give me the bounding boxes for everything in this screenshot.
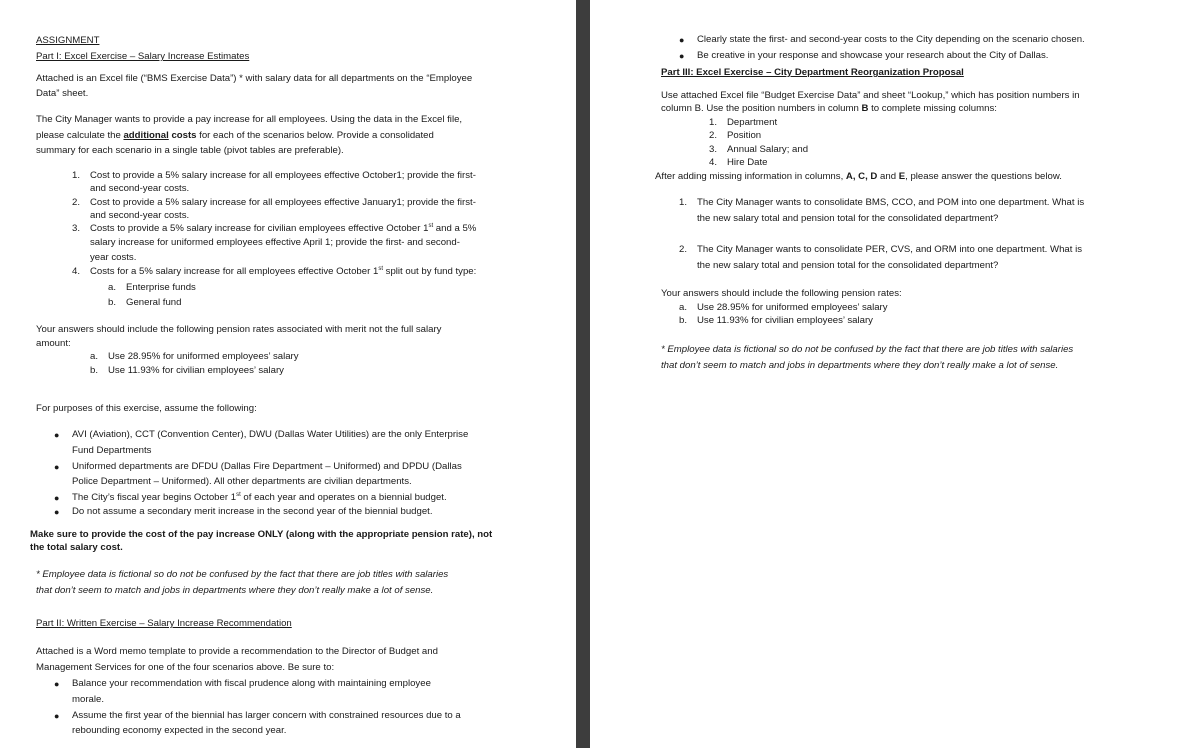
part1-intro-line2: Data” sheet.	[36, 88, 89, 99]
part1-para-line1: The City Manager wants to provide a pay increase for all employees. Using the data in the Excel file,	[36, 114, 463, 125]
bullet-icon: ●	[54, 430, 60, 440]
part3-intro-line1: Use attached Excel file “Budget Exercise Data” and sheet “Lookup,” which has position numbers in	[661, 90, 1080, 101]
fiction-note-line2: that don’t seem to match and jobs in departments where they don’t really make a lot of sense.	[36, 585, 434, 596]
part2-bullet-2-line2: rebounding economy expected in the second year.	[72, 725, 287, 736]
scenario-2-line2: and second-year costs.	[90, 210, 190, 221]
page-gutter	[576, 0, 590, 748]
column-number: 1.	[709, 117, 718, 128]
bullet-icon: ●	[54, 711, 60, 721]
part1-para-line3: summary for each scenario in a single table (pivot tables are preferable).	[36, 145, 344, 156]
scenario-3-line2: salary increase for uniformed employees effective April 1; provide the first- and second-	[90, 237, 460, 248]
part1-intro-line1: Attached is an Excel file (“BMS Exercise Data”) * with salary data for all departments on the “Employee	[36, 73, 473, 84]
pension-rate-letter: b.	[90, 365, 99, 376]
assumption-4: Do not assume a secondary merit increase in the second year of the biennial budget.	[72, 506, 433, 517]
scenario-4-line1: Costs for a 5% salary increase for all employees effective October 1st split out by fund type:	[90, 266, 477, 277]
bullet-icon: ●	[679, 35, 685, 45]
pension-rate-letter: a.	[679, 302, 688, 313]
bullet-icon: ●	[54, 507, 60, 517]
scenario-1-line2: and second-year costs.	[90, 183, 190, 194]
scenario-number: 3.	[72, 223, 81, 234]
left-page	[0, 0, 576, 748]
part3-pension-uniformed: Use 28.95% for uniformed employees’ salary	[697, 302, 888, 313]
part3-fiction-note-line2: that don’t seem to match and jobs in departments where they don’t really make a lot of sense.	[661, 360, 1059, 371]
assumption-3: The City’s fiscal year begins October 1st of each year and operates on a biennial budget.	[72, 492, 447, 503]
memo-bullet-creative: Be creative in your response and showcase your research about the City of Dallas.	[697, 50, 1049, 61]
scenario-2-line1: Cost to provide a 5% salary increase for all employees effective January1; provide the first-	[90, 197, 476, 208]
scenario-number: 1.	[72, 170, 81, 181]
column-annual-salary: Annual Salary; and	[727, 144, 809, 155]
question-1-line1: The City Manager wants to consolidate BMS, CCO, and POM into one department. What is	[697, 197, 1085, 208]
pension-rate-letter: a.	[90, 351, 99, 362]
column-position: Position	[727, 130, 762, 141]
scenario-3-line3: year costs.	[90, 252, 137, 263]
bullet-icon: ●	[679, 51, 685, 61]
column-number: 3.	[709, 144, 718, 155]
after-columns-instruction: After adding missing information in columns, A, C, D and E, please answer the questions below.	[655, 171, 1062, 182]
part3-pension-civilian: Use 11.93% for civilian employees’ salary	[697, 315, 873, 326]
scenario-number: 2.	[72, 197, 81, 208]
column-department: Department	[727, 117, 778, 128]
fund-type-enterprise: Enterprise funds	[126, 282, 196, 293]
assumption-2-line2: Police Department – Uniformed). All other departments are civilian departments.	[72, 476, 412, 487]
assignment-heading: ASSIGNMENT	[36, 35, 100, 46]
scenario-3-line1: Costs to provide a 5% salary increase for civilian employees effective October 1st and a 5%	[90, 223, 477, 234]
part2-intro-line1: Attached is a Word memo template to provide a recommendation to the Director of Budget and	[36, 646, 438, 657]
fiction-note-line1: * Employee data is fictional so do not be confused by the fact that there are job titles with salaries	[36, 569, 449, 580]
bullet-icon: ●	[54, 679, 60, 689]
part2-bullet-1-line1: Balance your recommendation with fiscal prudence along with maintaining employee	[72, 678, 431, 689]
part2-title: Part II: Written Exercise – Salary Increase Recommendation	[36, 618, 292, 629]
cost-note-line2: the total salary cost.	[30, 542, 123, 553]
right-page	[590, 0, 1192, 748]
question-1-line2: the new salary total and pension total for the consolidated department?	[697, 213, 999, 224]
part3-pension-intro: Your answers should include the following pension rates:	[661, 288, 902, 299]
column-number: 2.	[709, 130, 718, 141]
question-2-line1: The City Manager wants to consolidate PER, CVS, and ORM into one department. What is	[697, 244, 1082, 255]
scenario-number: 4.	[72, 266, 81, 277]
question-2-line2: the new salary total and pension total for the consolidated department?	[697, 260, 999, 271]
part1-para-line2: please calculate the additional costs for each of the scenarios below. Provide a consolidated	[36, 130, 434, 141]
pension-intro-line2: amount:	[36, 338, 71, 349]
pension-rate-letter: b.	[679, 315, 688, 326]
part2-intro-line2: Management Services for one of the four scenarios above. Be sure to:	[36, 662, 335, 673]
fund-type-letter: a.	[108, 282, 117, 293]
scenario-1-line1: Cost to provide a 5% salary increase for all employees effective October1; provide the first-	[90, 170, 476, 181]
part1-title: Part I: Excel Exercise – Salary Increase Estimates	[36, 51, 250, 62]
part3-intro-line2: column B. Use the position numbers in column B to complete missing columns:	[661, 103, 997, 114]
column-number: 4.	[709, 157, 718, 168]
pension-rate-civilian: Use 11.93% for civilian employees’ salary	[108, 365, 284, 376]
assume-intro: For purposes of this exercise, assume the following:	[36, 403, 257, 414]
bullet-icon: ●	[54, 493, 60, 503]
fund-type-general: General fund	[126, 297, 182, 308]
pension-intro-line1: Your answers should include the following pension rates associated with merit not the full salary	[36, 324, 442, 335]
assumption-2-line1: Uniformed departments are DFDU (Dallas Fire Department – Uniformed) and DPDU (Dallas	[72, 461, 462, 472]
column-hire-date: Hire Date	[727, 157, 768, 168]
assumption-1-line1: AVI (Aviation), CCT (Convention Center), DWU (Dallas Water Utilities) are the only Enterprise	[72, 429, 469, 440]
fund-type-letter: b.	[108, 297, 117, 308]
question-number: 1.	[679, 197, 688, 208]
part3-fiction-note-line1: * Employee data is fictional so do not be confused by the fact that there are job titles with salaries	[661, 344, 1074, 355]
memo-bullet-costs: Clearly state the first- and second-year costs to the City depending on the scenario chosen.	[697, 34, 1085, 45]
cost-note-line1: Make sure to provide the cost of the pay increase ONLY (along with the appropriate pension rate), not	[30, 529, 493, 540]
bullet-icon: ●	[54, 462, 60, 472]
pension-rate-uniformed: Use 28.95% for uniformed employees’ salary	[108, 351, 299, 362]
question-number: 2.	[679, 244, 688, 255]
part2-bullet-2-line1: Assume the first year of the biennial has larger concern with constrained resources due to a	[72, 710, 461, 721]
assumption-1-line2: Fund Departments	[72, 445, 152, 456]
part2-bullet-1-line2: morale.	[72, 694, 104, 705]
part3-title: Part III: Excel Exercise – City Department Reorganization Proposal	[661, 67, 964, 78]
